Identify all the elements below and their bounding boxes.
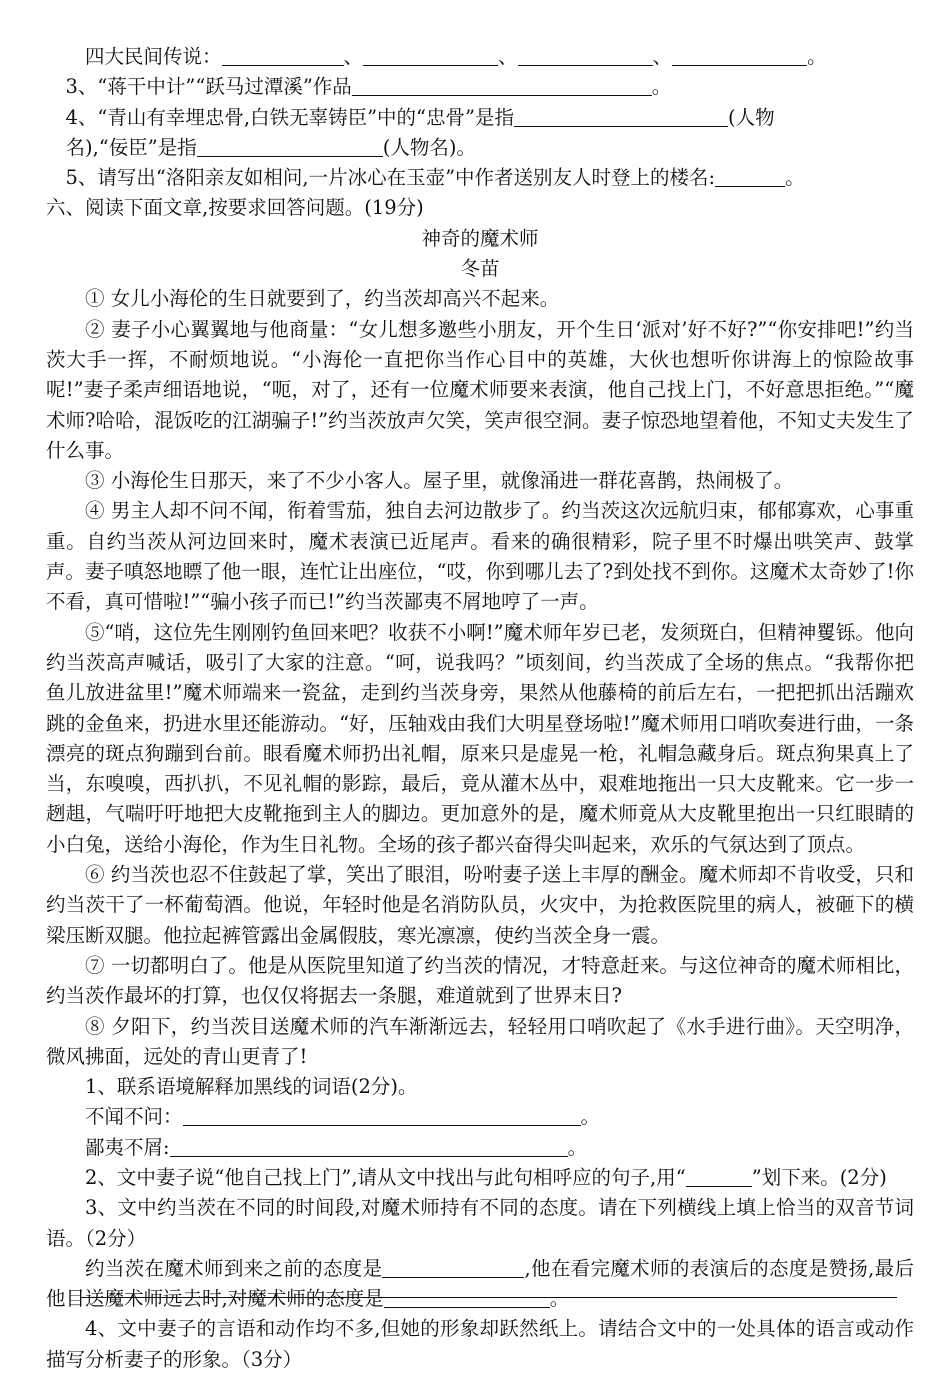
question-item-3: 3、“蒋干中计”“跃马过潭溪”作品 。 bbox=[65, 75, 672, 99]
answer-blank-item-4a[interactable] bbox=[514, 106, 728, 127]
answer-blank-legend-2[interactable] bbox=[363, 45, 498, 66]
exam-page bbox=[46, 42, 914, 1375]
question-3-fill: 约当茨在魔术师到来之前的态度是 ,他在看完魔术师的表演后的态度是赞扬,最后他目送魔术师远去时,对魔术师的态度是 。 bbox=[46, 1256, 914, 1311]
article-paragraph-6: ⑥ 约当茨也忍不住鼓起了掌，笑出了眼泪，吩咐妻子送上丰厚的酬金。魔术师却不肯收受，只和约当茨干了一杯葡萄酒。他说，年轻时他是名消防队员，火灾中，为抢救医院里的病人，被砸下的横梁压断双腿。他拉起裤管露出金属假肢，寒光凛凛，使约当茨全身一震。 bbox=[46, 863, 914, 947]
answer-blank-legend-3[interactable] bbox=[518, 45, 653, 66]
answer-blank-term-1[interactable] bbox=[183, 1105, 581, 1126]
article-paragraph-4: ④ 男主人却不问不闻，衔着雪茄，独自去河边散步了。约当茨这次远航归束，郁郁寡欢，心事重重。自约当茨从河边回来时，魔术表演已近尾声。看来的确很精彩，院子里不时爆出哄笑声、鼓掌声。妻子嗔怒地瞟了他一眼，连忙让出座位，“哎，你到哪儿去了?到处找不到你。这魔术太奇妙了!你不看，真可惜啦!”“骗小孩子而已!”约当茨鄙夷不屑地哼了一声。 bbox=[46, 499, 914, 614]
folk-legends-line: 四大民间传说： 、 、 、 。 bbox=[85, 45, 827, 68]
question-4: 4、文中妻子的言语和动作均不多,但她的形象却跃然纸上。请结合文中的一处具体的语言或动作描写分析妻子的形象。（3分） bbox=[46, 1317, 914, 1371]
question-item-4: 4、“青山有幸埋忠骨,白铁无辜铸臣”中的“忠骨”是指 (人物 bbox=[65, 105, 775, 129]
answer-blank-item-5[interactable] bbox=[715, 166, 785, 187]
article-title: 神奇的魔术师 bbox=[421, 226, 539, 250]
answer-blank-term-2[interactable] bbox=[170, 1136, 568, 1157]
question-item-5: 5、请写出“洛阳亲友如相问,一片冰心在玉壶”中作者送别友人时登上的楼名: 。 bbox=[65, 166, 805, 190]
answer-line-question-4[interactable] bbox=[80, 1297, 897, 1298]
question-1: 1、联系语境解释加黑线的词语(2分)。 bbox=[85, 1075, 418, 1099]
answer-blank-item-3[interactable] bbox=[352, 75, 652, 96]
article-paragraph-7: ⑦ 一切都明白了。他是从医院里知道了约当茨的情况，才特意赶来。与这位神奇的魔术师相比，约当茨作最坏的打算，也仅仅将据去一条腿，难道就到了世界末日? bbox=[46, 953, 914, 1008]
article-paragraph-3: ③ 小海伦生日那天，来了不少小客人。屋子里，就像涌进一群花喜鹊，热闹极了。 bbox=[85, 469, 794, 493]
folk-legends-label: 四大民间传说： bbox=[85, 45, 222, 68]
article-paragraph-1: ① 女儿小海伦的生日就要到了，约当茨却高兴不起来。 bbox=[85, 287, 560, 311]
underline-example bbox=[686, 1166, 752, 1187]
article-paragraph-2: ② 妻子小心翼翼地与他商量：“女儿想多邀些小朋友，开个生日‘派对’好不好?”“你安排吧!”约当茨大手一挥，不耐烦地说。“小海伦一直把你当作心目中的英雄，大伙也想听你讲海上的惊险故事呢!”妻子柔声细语地说，“呃，对了，还有一位魔术师要来表演，他自己找上门，不好意思拒绝。”“魔术师?哈哈，混饭吃的江湖骗子!”约当茨放声欠笑，笑声很空洞。妻子惊恐地望着他，不知丈夫发生了什么事。 bbox=[46, 317, 914, 462]
answer-blank-legend-1[interactable] bbox=[222, 45, 344, 66]
question-1-term-2: 鄙夷不屑: 。 bbox=[85, 1135, 588, 1159]
article-paragraph-8: ⑧ 夕阳下，约当茨目送魔术师的汽车渐渐远去，轻轻用口哨吹起了《水手进行曲》。天空明净，微风拂面，远处的青山更青了! bbox=[46, 1014, 914, 1068]
question-3: 3、文中约当茨在不同的时间段,对魔术师持有不同的态度。请在下列横线上填上恰当的双音节词语。（2分） bbox=[46, 1196, 914, 1250]
answer-blank-attitude-before[interactable] bbox=[382, 1257, 524, 1278]
article-paragraph-5: ⑤“哨，这位先生刚刚钓鱼回来吧？收获不小啊!”魔术师年岁已老，发须斑白，但精神矍铄。他向约当茨高声喊话，吸引了大家的注意。“呵，说我吗？”顷刻间，约当茨成了全场的焦点。“我帮你把鱼儿放进盆里!”魔术师端来一瓷盆，走到约当茨身旁，果然从他藤椅的前后左右，一把把抓出活蹦欢跳的金鱼来，扔进水里还能游动。“好，压轴戏由我们大明星登场啦!”魔术师用口哨吹奏进行曲，一条漂亮的斑点狗蹦到台前。眼看魔术师扔出礼帽，原来只是虚晃一枪，礼帽急藏身后。斑点狗果真上了当，东嗅嗅，西扒扒，不见礼帽的影踪，最后，竟从灌木丛中，艰难地拖出一只大皮靴来。它一步一趔趄，气喘吁吁地把大皮靴拖到主人的脚边。更加意外的是，魔术师竟从大皮靴里抱出一只红眼睛的小白兔，送给小海伦，作为生日礼物。全场的孩子都兴奋得尖叫起来，欢乐的气氛达到了顶点。 bbox=[46, 620, 914, 856]
question-2: 2、文中妻子说“他自己找上门”,请从文中找出与此句相呼应的句子,用“ ”划下来。(2分) bbox=[85, 1165, 887, 1189]
article-author: 冬苗 bbox=[460, 257, 500, 281]
question-item-4-cont: 名),“佞臣”是指 (人物名)。 bbox=[65, 135, 476, 159]
section-6-heading: 六、阅读下面文章,按要求回答问题。(19分) bbox=[46, 196, 424, 220]
question-1-term-1: 不闻不问： 。 bbox=[85, 1105, 601, 1129]
answer-blank-legend-4[interactable] bbox=[672, 45, 807, 66]
answer-blank-item-4b[interactable] bbox=[197, 136, 383, 157]
